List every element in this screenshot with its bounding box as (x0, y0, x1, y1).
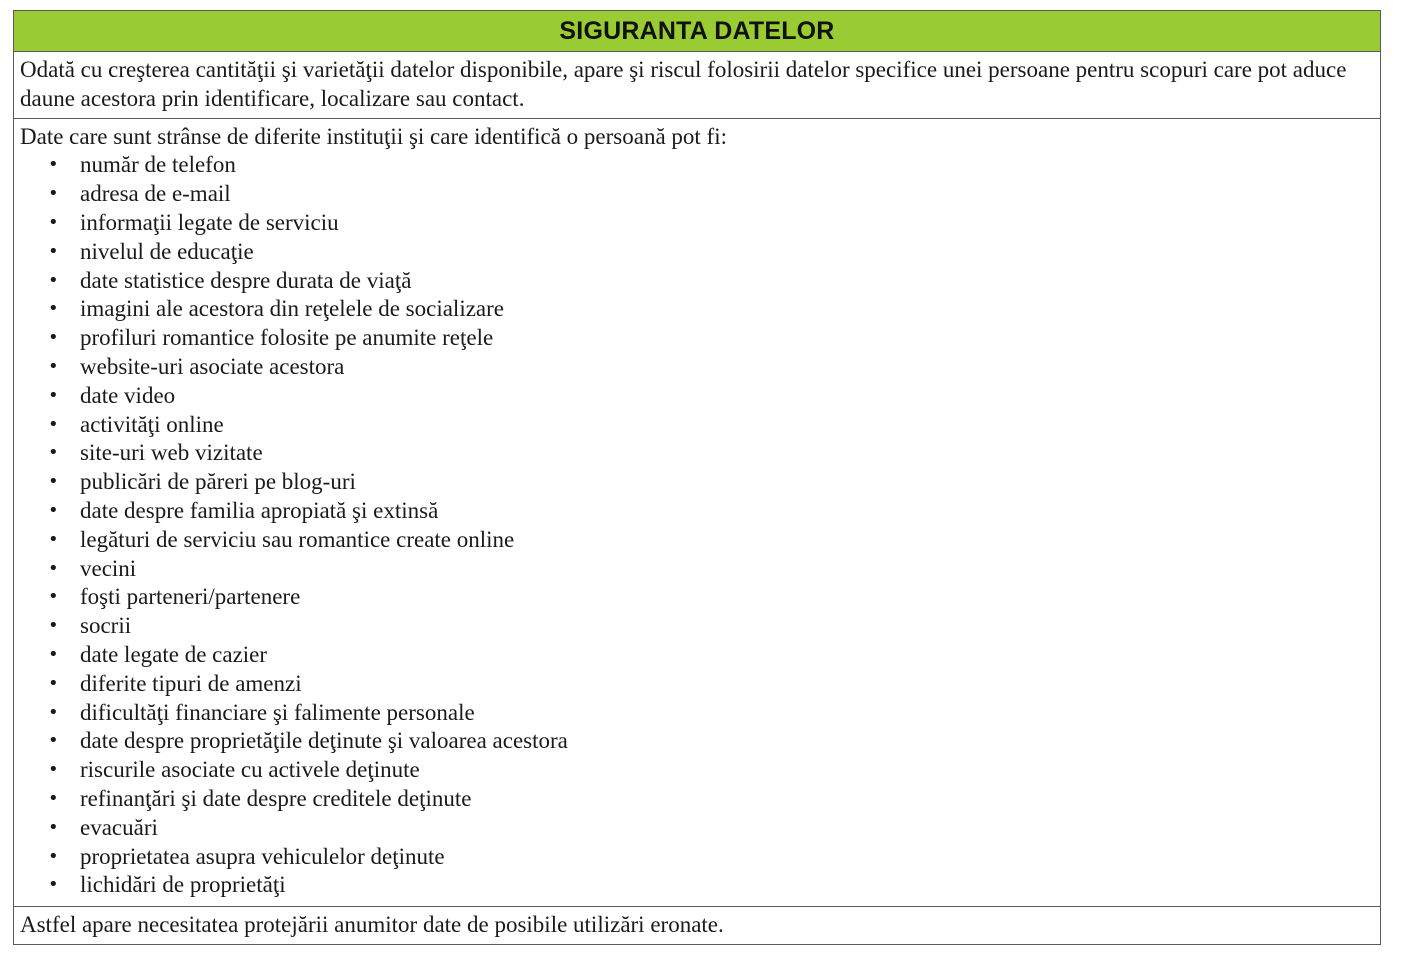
list-item (20, 699, 1374, 728)
list-item-label: profiluri romantice folosite pe anumite reţele (80, 325, 494, 351)
list-item-label: date statistice despre durata de viaţă (80, 267, 412, 293)
bullet-icon: • (48, 355, 59, 377)
list-item-label: website-uri asociate acestora (80, 353, 345, 379)
list-item (20, 583, 1374, 612)
title-row (14, 11, 1381, 52)
list-item-label: activităţi online (80, 411, 224, 437)
bullet-icon: • (48, 298, 59, 320)
bullet-icon: • (48, 874, 59, 896)
bullet-icon: • (48, 586, 59, 608)
bullet-icon: • (48, 643, 59, 665)
list-item-label: socrii (80, 613, 132, 639)
list-item (20, 871, 1374, 900)
bullet-icon: • (48, 528, 59, 550)
list-item-label: număr de telefon (80, 152, 236, 178)
list-item-label: date legate de cazier (80, 641, 268, 667)
list-item (20, 238, 1374, 267)
list-item (20, 727, 1374, 756)
bullet-icon: • (48, 499, 59, 521)
list-item-label: vecini (80, 555, 137, 581)
list-item-label: lichidări de proprietăţi (80, 872, 286, 898)
list-item-label: date despre proprietăţile deţinute şi valoarea acestora (80, 728, 568, 754)
list-item-label: dificultăţi financiare şi falimente personale (80, 699, 475, 725)
list-item-label: foşti parteneri/partenere (80, 584, 301, 610)
bullet-icon: • (48, 672, 59, 694)
intro-paragraph: Odată cu creşterea cantităţii şi varietăţii datelor disponibile, apare şi riscul folosirii datelor specifice unei persoane pentru scopuri care pot aduce daune acestora prin identificare, localizare sau contact. (14, 52, 1381, 119)
list-item (20, 353, 1374, 382)
list-item-label: imagini ale acestora din reţelele de socializare (80, 296, 504, 322)
list-heading: Date care sunt strânse de diferite instituţii şi care identifică o persoană pot fi: (20, 123, 727, 149)
list-cell (14, 118, 1381, 907)
bullet-icon: • (48, 327, 59, 349)
bullet-icon: • (48, 845, 59, 867)
conclusion-paragraph: Astfel apare necesitatea protejării anumitor date de posibile utilizări eronate. (14, 907, 1381, 945)
data-safety-table (13, 10, 1381, 945)
page-title: SIGURANTA DATELOR (14, 11, 1381, 52)
list-item-label: publicări de păreri pe blog-uri (80, 469, 356, 495)
list-item-label: diferite tipuri de amenzi (80, 670, 302, 696)
list-item (20, 267, 1374, 296)
list-item (20, 785, 1374, 814)
list-item (20, 670, 1374, 699)
list-item-label: nivelul de educaţie (80, 238, 254, 264)
list-row (14, 118, 1381, 907)
bullet-icon: • (48, 240, 59, 262)
bullet-icon: • (48, 269, 59, 291)
list-item-label: legături de serviciu sau romantice create online (80, 526, 515, 552)
list-item (20, 756, 1374, 785)
bullet-icon: • (48, 154, 59, 176)
list-item-label: riscurile asociate cu activele deţinute (80, 757, 420, 783)
list-item-label: date video (80, 382, 176, 408)
bullet-icon: • (48, 816, 59, 838)
bullet-icon: • (48, 730, 59, 752)
list-item (20, 382, 1374, 411)
bullet-icon: • (48, 759, 59, 781)
list-item-label: proprietatea asupra vehiculelor deţinute (80, 843, 445, 869)
list-item (20, 526, 1374, 555)
list-item (20, 151, 1374, 180)
bullet-icon: • (48, 701, 59, 723)
list-item-label: informaţii legate de serviciu (80, 209, 339, 235)
list-item (20, 497, 1374, 526)
list-item (20, 411, 1374, 440)
list-item (20, 324, 1374, 353)
bullet-icon: • (48, 413, 59, 435)
bullet-icon: • (48, 442, 59, 464)
bullet-icon: • (48, 615, 59, 637)
list-item (20, 468, 1374, 497)
list-item-label: date despre familia apropiată şi extinsă (80, 497, 439, 523)
conclusion-row (14, 907, 1381, 945)
bullet-icon: • (48, 211, 59, 233)
bullet-icon: • (48, 787, 59, 809)
intro-row (14, 52, 1381, 119)
list-item (20, 814, 1374, 843)
list-item (20, 439, 1374, 468)
list-item (20, 843, 1374, 872)
list-item (20, 295, 1374, 324)
data-items-list (20, 151, 1374, 900)
list-item (20, 612, 1374, 641)
bullet-icon: • (48, 183, 59, 205)
list-item-label: evacuări (80, 814, 158, 840)
list-item-label: site-uri web vizitate (80, 440, 263, 466)
list-item-label: refinanţări şi date despre creditele deţinute (80, 785, 472, 811)
list-item-label: adresa de e-mail (80, 181, 231, 207)
list-item (20, 641, 1374, 670)
list-item (20, 555, 1374, 584)
bullet-icon: • (48, 471, 59, 493)
list-item (20, 209, 1374, 238)
bullet-icon: • (48, 557, 59, 579)
list-item (20, 180, 1374, 209)
bullet-icon: • (48, 384, 59, 406)
